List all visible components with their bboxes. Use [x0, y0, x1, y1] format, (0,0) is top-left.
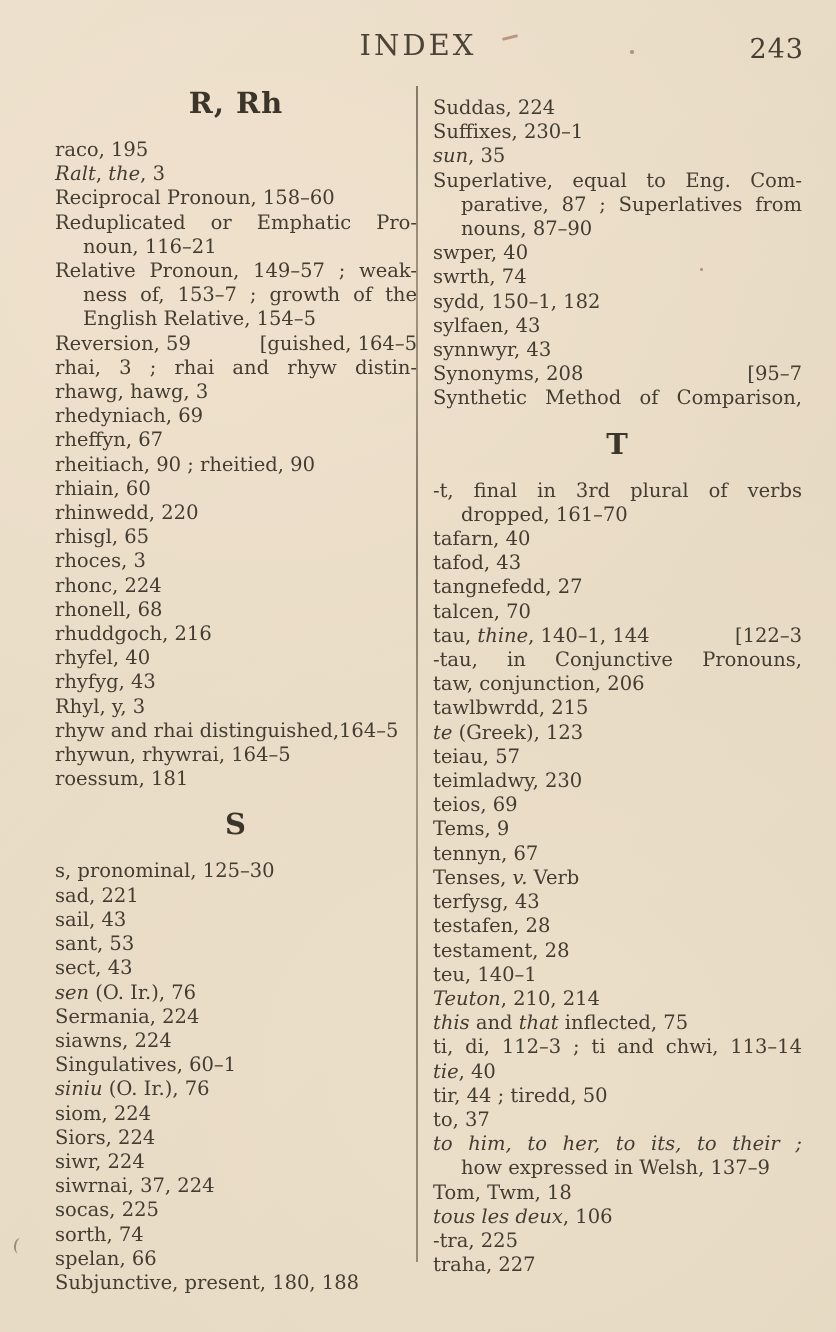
index-entry-line: rheitiach, 90 ; rheitied, 90 — [55, 452, 315, 476]
index-entry-line: tous les deux, 106 — [433, 1204, 613, 1228]
index-entry-line: Teuton, 210, 214 — [433, 986, 600, 1010]
index-entry-line: nouns, 87–90 — [461, 217, 593, 241]
index-entry-line: Tom, Twm, 18 — [433, 1180, 572, 1204]
index-entry-line: rhedyniach, 69 — [55, 404, 204, 428]
index-entry-line: Synthetic Method of Comparison, — [433, 386, 802, 410]
index-entry-line: sant, 53 — [55, 932, 135, 956]
index-entry-line: ness of, 153–7 ; growth of the — [83, 283, 417, 307]
index-entry-line: tawlbwrdd, 215 — [433, 696, 589, 720]
index-entry-line: Suffixes, 230–1 — [433, 120, 584, 144]
section-heading: T — [606, 426, 629, 461]
index-entry-line: rhoces, 3 — [55, 549, 146, 573]
index-entry-line: parative, 87 ; Superlatives from — [461, 192, 802, 216]
index-entry-line: rhonc, 224 — [55, 573, 162, 597]
index-entry-line: dropped, 161–70 — [461, 502, 628, 526]
index-entry-line: tennyn, 67 — [433, 841, 539, 865]
index-entry-line: siniu (O. Ir.), 76 — [55, 1077, 210, 1101]
index-entry-line: rhyw and rhai distinguished,164–5 — [55, 718, 399, 742]
ink-speck — [700, 268, 703, 271]
index-entry-line: Reduplicated or Emphatic Pro- — [55, 210, 417, 234]
index-entry-line: Sermania, 224 — [55, 1004, 200, 1028]
index-entry-line: -tau, in Conjunctive Pronouns, — [433, 648, 802, 672]
index-entry-line: raco, 195 — [55, 138, 149, 161]
index-entry-line: sydd, 150–1, 182 — [433, 289, 601, 313]
index-entry-line: tangnefedd, 27 — [433, 575, 583, 599]
index-entry-line: s, pronominal, 125–30 — [55, 859, 275, 883]
index-column-right — [433, 96, 802, 1277]
entry-text: Reversion, 59 — [55, 331, 191, 355]
index-entry-line: sen (O. Ir.), 76 — [55, 980, 197, 1004]
index-entry-line: Superlative, equal to Eng. Com- — [433, 168, 802, 192]
page-number: 243 — [749, 34, 804, 65]
index-entry-line: rhyfel, 40 — [55, 646, 151, 670]
index-entry-line: Siors, 224 — [55, 1125, 156, 1149]
index-entry-line: rhisgl, 65 — [55, 525, 150, 549]
index-entry-line: testafen, 28 — [433, 914, 551, 938]
index-entry-line: Tems, 9 — [433, 817, 510, 841]
entry-overrun-text: [guished, 164–5 — [259, 331, 417, 355]
index-entry-line: siawns, 224 — [55, 1028, 172, 1052]
index-entry-line: tafod, 43 — [433, 551, 522, 575]
index-entry-line: swper, 40 — [433, 241, 529, 265]
index-entry-line: how expressed in Welsh, 137–9 — [461, 1156, 770, 1180]
index-entry-line: sad, 221 — [55, 883, 139, 907]
index-entry-line: swrth, 74 — [433, 265, 527, 289]
index-entry-line: sorth, 74 — [55, 1222, 144, 1246]
index-entry-line: spelan, 66 — [55, 1246, 157, 1270]
index-entry-line: siwr, 224 — [55, 1149, 145, 1173]
section-heading: R, Rh — [188, 86, 284, 120]
index-entry-line: this and that inflected, 75 — [433, 1011, 689, 1035]
index-entry-line — [433, 362, 802, 386]
ink-speck — [13, 1237, 27, 1255]
index-entry-line: Subjunctive, present, 180, 188 — [55, 1270, 360, 1294]
index-entry-line: to him, to her, to its, to their ; — [433, 1132, 802, 1156]
index-entry-line: terfysg, 43 — [433, 890, 540, 914]
index-entry-line: roessum, 181 — [55, 767, 189, 791]
index-entry-line: rhyfyg, 43 — [55, 670, 156, 694]
index-entry-line: te (Greek), 123 — [433, 720, 584, 744]
index-entry-line: Rhyl, y, 3 — [55, 694, 146, 718]
index-entry-line: Suddas, 224 — [433, 96, 556, 119]
index-entry-line — [433, 624, 802, 648]
index-entry-line: -t, final in 3rd plural of verbs — [433, 478, 802, 502]
index-entry-line: sect, 43 — [55, 956, 133, 980]
index-entry-line: Tenses, v. Verb — [433, 865, 580, 889]
ink-speck — [630, 50, 634, 54]
index-entry-line: rhonell, 68 — [55, 597, 163, 621]
index-entry-line: to, 37 — [433, 1107, 490, 1131]
index-entry-line: rhawg, hawg, 3 — [55, 380, 209, 404]
index-entry-line: taw, conjunction, 206 — [433, 672, 645, 696]
index-entry-line: tie, 40 — [433, 1059, 496, 1083]
index-entry-line: teu, 140–1 — [433, 962, 537, 986]
index-entry-line: rhinwedd, 220 — [55, 501, 199, 525]
entry-overrun-text: [95–7 — [747, 362, 802, 386]
index-entry-line: siom, 224 — [55, 1101, 152, 1125]
index-entry-line: synnwyr, 43 — [433, 338, 552, 362]
index-entry-line: Relative Pronoun, 149–57 ; weak- — [55, 259, 417, 283]
index-entry-line: rhai, 3 ; rhai and rhyw distin- — [55, 355, 417, 379]
index-entry-line: tafarn, 40 — [433, 527, 531, 551]
index-entry-line: testament, 28 — [433, 938, 570, 962]
index-entry-line: rhuddgoch, 216 — [55, 622, 212, 646]
index-entry-line: teios, 69 — [433, 793, 518, 817]
index-entry-line: sylfaen, 43 — [433, 313, 541, 337]
entry-text: Synonyms, 208 — [433, 362, 584, 386]
index-entry-line: rheffyn, 67 — [55, 428, 164, 452]
page-header — [0, 28, 836, 68]
index-entry-line: -tra, 225 — [433, 1228, 518, 1252]
index-entry-line: traha, 227 — [433, 1253, 536, 1277]
index-entry-line: Reciprocal Pronoun, 158–60 — [55, 186, 335, 210]
index-entry-line: rhiain, 60 — [55, 476, 151, 500]
entry-text: tau, thine, 140–1, 144 — [433, 623, 650, 647]
entry-overrun-text: [122–3 — [735, 623, 802, 647]
index-entry-line: talcen, 70 — [433, 599, 531, 623]
index-entry-line: teimladwy, 230 — [433, 769, 583, 793]
page-title: INDEX — [359, 28, 477, 62]
index-entry-line: siwrnai, 37, 224 — [55, 1174, 215, 1198]
index-entry-line: Singulatives, 60–1 — [55, 1053, 237, 1077]
index-entry-line: Ralt, the, 3 — [55, 162, 165, 186]
section-heading: S — [225, 807, 247, 842]
index-entry-line: ti, di, 112–3 ; ti and chwi, 113–14 — [433, 1035, 802, 1059]
index-column-left — [55, 86, 417, 1295]
index-entry-line: tir, 44 ; tiredd, 50 — [433, 1083, 608, 1107]
index-entry-line: sun, 35 — [433, 144, 506, 168]
index-entry-line: noun, 116–21 — [83, 234, 217, 258]
index-entry-line: socas, 225 — [55, 1198, 159, 1222]
index-entry-line: teiau, 57 — [433, 744, 521, 768]
index-entry-line: rhywun, rhywrai, 164–5 — [55, 743, 291, 767]
index-entry-line: sail, 43 — [55, 907, 127, 931]
index-entry-line — [55, 332, 417, 356]
index-entry-line: English Relative, 154–5 — [83, 307, 317, 331]
